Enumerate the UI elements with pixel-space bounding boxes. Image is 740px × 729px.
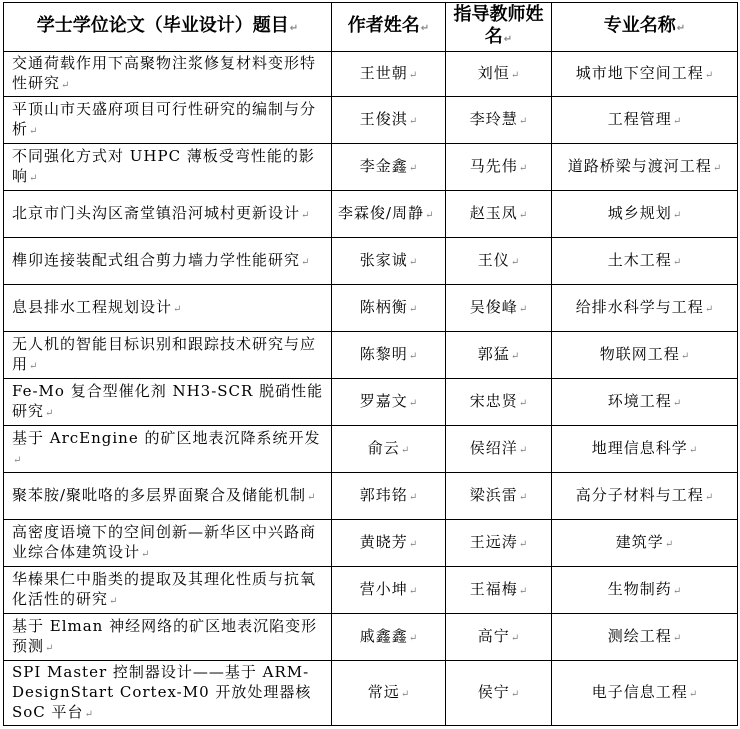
advisor-cell-text: 梁浜雷 (469, 485, 518, 504)
advisor-cell-text: 王福梅 (469, 579, 518, 598)
major-cell (552, 285, 738, 332)
paragraph-mark-icon: ↵ (672, 256, 682, 268)
advisor-cell (446, 614, 552, 661)
paragraph-mark-icon: ↵ (29, 360, 38, 372)
paragraph-mark-icon: ↵ (408, 397, 418, 409)
paragraph-mark-icon: ↵ (518, 115, 528, 127)
title-cell-text: 北京市门头沟区斋堂镇沿河城村更新设计 (12, 203, 301, 222)
title-cell-text: SPI Master 控制器设计——基于 ARM-DesignStart Cortex-M0 开放处理器核 SoC 平台 (12, 662, 312, 721)
major-cell-text: 道路桥梁与渡河工程 (567, 156, 712, 175)
major-cell-text: 生物制药 (607, 579, 672, 598)
header-major: 专业名称↵ (552, 3, 738, 52)
author-cell (332, 473, 446, 520)
title-cell-text: Fe-Mo 复合型催化剂 NH3-SCR 脱硝性能研究 (12, 381, 324, 420)
paragraph-mark-icon: ↵ (13, 454, 22, 466)
advisor-cell-text: 李玲慧 (469, 109, 518, 128)
advisor-cell (446, 52, 552, 97)
paragraph-mark-icon: ↵ (518, 397, 528, 409)
author-cell (332, 144, 446, 191)
title-cell-text: 平顶山市天盛府项目可行性研究的编制与分析 (12, 99, 317, 138)
paragraph-mark-icon: ↵ (307, 491, 316, 503)
paragraph-mark-icon: ↵ (408, 585, 418, 597)
author-cell-text: 罗嘉文 (359, 391, 408, 410)
header-title: 学士学位论文（毕业设计）题目↵ (4, 3, 332, 52)
author-cell-text: 李金鑫 (359, 156, 408, 175)
major-cell (552, 426, 738, 473)
paragraph-mark-icon: ↵ (400, 444, 410, 456)
advisor-cell (446, 332, 552, 379)
author-cell-text: 陈黎明 (359, 344, 408, 363)
paragraph-mark-icon: ↵ (408, 162, 418, 174)
paragraph-mark-icon: ↵ (518, 303, 528, 315)
paragraph-mark-icon: ↵ (45, 642, 54, 654)
table-row (4, 97, 738, 144)
advisor-cell-text: 马先伟 (469, 156, 518, 175)
author-cell-text: 王世朝 (359, 63, 408, 82)
advisor-cell-text: 吴俊峰 (469, 297, 518, 316)
major-cell-text: 工程管理 (607, 109, 672, 128)
advisor-cell (446, 473, 552, 520)
advisor-cell-text: 王仪 (477, 250, 510, 269)
paragraph-mark-icon: ↵ (518, 209, 528, 221)
paragraph-mark-icon: ↵ (672, 585, 682, 597)
advisor-cell-text: 王远涛 (469, 532, 518, 551)
title-cell-text: 无人机的智能目标识别和跟踪技术研究与应用 (12, 334, 317, 373)
paragraph-mark-icon: ↵ (704, 69, 714, 81)
paragraph-mark-icon: ↵ (518, 585, 528, 597)
paragraph-mark-icon: ↵ (408, 115, 418, 127)
header-author: 作者姓名↵ (332, 3, 446, 52)
header-advisor: 指导教师姓名↵ (446, 3, 552, 52)
table-row (4, 285, 738, 332)
major-cell (552, 52, 738, 97)
table-row (4, 238, 738, 285)
advisor-cell (446, 567, 552, 614)
paragraph-mark-icon: ↵ (518, 444, 528, 456)
author-cell (332, 285, 446, 332)
title-cell-text: 不同强化方式对 UHPC 薄板受弯性能的影响 (12, 146, 315, 185)
major-cell (552, 97, 738, 144)
title-cell (4, 567, 332, 614)
table-row (4, 144, 738, 191)
paragraph-mark-icon: ↵ (688, 688, 698, 700)
paragraph-mark-icon: ↵ (510, 632, 520, 644)
paragraph-mark-icon: ↵ (510, 350, 520, 362)
paragraph-mark-icon: ↵ (45, 407, 54, 419)
title-cell-text: 榫卯连接装配式组合剪力墙力学性能研究 (12, 250, 301, 269)
table-row (4, 332, 738, 379)
advisor-cell-text: 郭猛 (477, 344, 510, 363)
paragraph-mark-icon: ↵ (672, 115, 682, 127)
title-cell (4, 379, 332, 426)
table-row (4, 473, 738, 520)
advisor-cell (446, 520, 552, 567)
author-cell (332, 52, 446, 97)
advisor-cell (446, 238, 552, 285)
major-cell-text: 电子信息工程 (591, 682, 688, 701)
advisor-cell-text: 刘恒 (477, 63, 510, 82)
author-cell (332, 567, 446, 614)
paragraph-mark-icon: ↵ (408, 69, 418, 81)
major-cell-text: 给排水科学与工程 (575, 297, 704, 316)
major-cell (552, 473, 738, 520)
title-cell (4, 285, 332, 332)
major-cell-text: 高分子材料与工程 (575, 485, 704, 504)
paragraph-mark-icon: ↵ (141, 548, 150, 560)
paragraph-mark-icon: ↵ (29, 172, 38, 184)
title-cell-text: 基于 ArcEngine 的矿区地表沉降系统开发 (12, 428, 321, 447)
paragraph-mark-icon: ↵ (61, 79, 70, 91)
major-cell-text: 城乡规划 (607, 203, 672, 222)
title-cell-text: 交通荷载作用下高聚物注浆修复材料变形特性研究 (12, 53, 317, 92)
paragraph-mark-icon: ↵ (301, 209, 310, 221)
title-cell (4, 332, 332, 379)
major-cell-text: 土木工程 (607, 250, 672, 269)
advisor-cell (446, 285, 552, 332)
table-row (4, 379, 738, 426)
advisor-cell-text: 侯宁 (477, 682, 510, 701)
major-cell (552, 614, 738, 661)
author-cell-text: 营小坤 (359, 579, 408, 598)
paragraph-mark-icon: ↵ (408, 538, 418, 550)
advisor-cell-text: 宋忠贤 (469, 391, 518, 410)
thesis-table (3, 2, 738, 726)
title-cell (4, 614, 332, 661)
table-row (4, 191, 738, 238)
title-cell (4, 661, 332, 726)
author-cell-text: 张家诚 (359, 250, 408, 269)
paragraph-mark-icon: ↵ (408, 491, 418, 503)
title-cell-text: 高密度语境下的空间创新—新华区中兴路商业综合体建筑设计 (12, 522, 317, 561)
paragraph-mark-icon: ↵ (672, 632, 682, 644)
author-cell (332, 379, 446, 426)
title-cell (4, 97, 332, 144)
major-cell (552, 661, 738, 726)
paragraph-mark-icon: ↵ (408, 303, 418, 315)
header-row (4, 3, 738, 52)
title-cell-text: 基于 Elman 神经网络的矿区地表沉陷变形预测 (12, 616, 318, 655)
table-row (4, 567, 738, 614)
paragraph-mark-icon: ↵ (518, 538, 528, 550)
advisor-cell-text: 赵玉凤 (469, 203, 518, 222)
paragraph-mark-icon: ↵ (29, 125, 38, 137)
table-row (4, 614, 738, 661)
paragraph-mark-icon: ↵ (704, 491, 714, 503)
author-cell (332, 191, 446, 238)
major-cell (552, 144, 738, 191)
advisor-cell (446, 661, 552, 726)
paragraph-mark-icon: ↵ (510, 69, 520, 81)
title-cell (4, 191, 332, 238)
author-cell (332, 520, 446, 567)
paragraph-mark-icon: ↵ (173, 303, 182, 315)
paragraph-mark-icon: ↵ (408, 632, 418, 644)
major-cell-text: 地理信息科学 (591, 438, 688, 457)
author-cell (332, 661, 446, 726)
advisor-cell (446, 379, 552, 426)
table-row (4, 520, 738, 567)
title-cell (4, 52, 332, 97)
paragraph-mark-icon: ↵ (109, 595, 118, 607)
paragraph-mark-icon: ↵ (400, 688, 410, 700)
paragraph-mark-icon: ↵ (510, 256, 520, 268)
paragraph-mark-icon: ↵ (712, 162, 722, 174)
major-cell (552, 379, 738, 426)
table-row (4, 426, 738, 473)
paragraph-mark-icon: ↵ (680, 350, 690, 362)
advisor-cell (446, 426, 552, 473)
paragraph-mark-icon: ↵ (301, 256, 310, 268)
major-cell-text: 物联网工程 (599, 344, 680, 363)
paragraph-mark-icon: ↵ (688, 444, 698, 456)
major-cell (552, 191, 738, 238)
title-cell-text: 息县排水工程规划设计 (12, 297, 173, 316)
author-cell-text: 常远 (367, 682, 400, 701)
paragraph-mark-icon: ↵ (408, 256, 418, 268)
major-cell (552, 520, 738, 567)
major-cell (552, 332, 738, 379)
advisor-cell-text: 高宁 (477, 626, 510, 645)
paragraph-mark-icon: ↵ (408, 350, 418, 362)
major-cell-text: 城市地下空间工程 (575, 63, 704, 82)
title-cell (4, 238, 332, 285)
author-cell-text: 黄晓芳 (359, 532, 408, 551)
paragraph-mark-icon: ↵ (672, 209, 682, 221)
author-cell (332, 332, 446, 379)
advisor-cell (446, 97, 552, 144)
author-cell (332, 426, 446, 473)
title-cell (4, 520, 332, 567)
paragraph-mark-icon: ↵ (518, 162, 528, 174)
title-cell (4, 473, 332, 520)
table-row (4, 661, 738, 726)
title-cell-text: 聚苯胺/聚吡咯的多层界面聚合及储能机制 (12, 485, 307, 504)
advisor-cell (446, 144, 552, 191)
advisor-cell (446, 191, 552, 238)
title-cell (4, 144, 332, 191)
major-cell (552, 238, 738, 285)
author-cell (332, 97, 446, 144)
title-cell-text: 华榛果仁中脂类的提取及其理化性质与抗氧化活性的研究 (12, 569, 317, 608)
major-cell-text: 测绘工程 (607, 626, 672, 645)
paragraph-mark-icon: ↵ (664, 538, 674, 550)
paragraph-mark-icon: ↵ (425, 209, 434, 221)
author-cell (332, 238, 446, 285)
paragraph-mark-icon: ↵ (518, 491, 528, 503)
author-cell-text: 王俊淇 (359, 109, 408, 128)
major-cell-text: 环境工程 (607, 391, 672, 410)
major-cell (552, 567, 738, 614)
author-cell-text: 李霖俊/周静 (338, 203, 425, 222)
author-cell-text: 戚鑫鑫 (359, 626, 408, 645)
table-row (4, 52, 738, 97)
paragraph-mark-icon: ↵ (672, 397, 682, 409)
paragraph-mark-icon: ↵ (510, 688, 520, 700)
paragraph-mark-icon: ↵ (704, 303, 714, 315)
paragraph-mark-icon: ↵ (84, 708, 93, 720)
title-cell (4, 426, 332, 473)
author-cell-text: 俞云 (367, 438, 400, 457)
author-cell (332, 614, 446, 661)
author-cell-text: 陈柄衡 (359, 297, 408, 316)
advisor-cell-text: 侯绍洋 (469, 438, 518, 457)
author-cell-text: 郭玮铭 (359, 485, 408, 504)
major-cell-text: 建筑学 (615, 532, 664, 551)
